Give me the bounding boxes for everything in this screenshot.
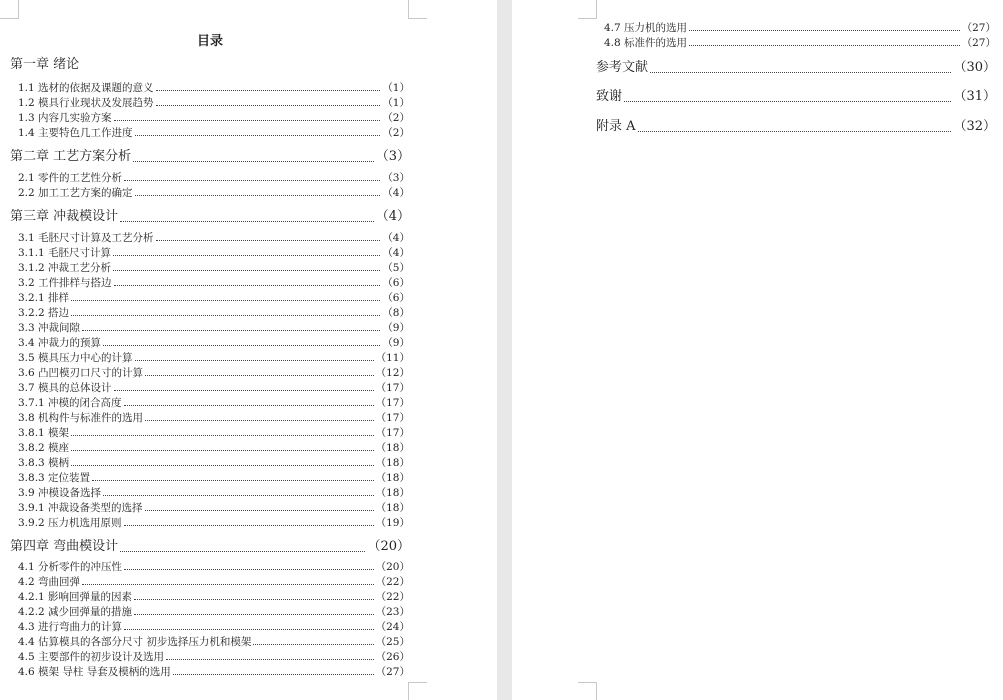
page-corner-mark: [578, 0, 597, 19]
toc-dot-leader: [134, 614, 374, 615]
toc-dot-leader: [124, 569, 374, 570]
toc-dot-leader: [124, 525, 374, 526]
toc-page-number: （4）: [382, 187, 410, 199]
toc-entry-label: 4.2 弯曲回弹: [18, 576, 81, 588]
toc-dot-leader: [133, 161, 374, 162]
toc-page-number: （6）: [382, 277, 410, 289]
toc-entry-section[interactable]: [18, 127, 410, 139]
toc-entry-chapter[interactable]: [596, 90, 996, 105]
document-page-left: [0, 0, 497, 700]
toc-entry-label: 3.6 凸凹模刃口尺寸的计算: [18, 367, 144, 379]
toc-entry-chapter[interactable]: [10, 540, 410, 555]
toc-entry-label: 第一章 绪论: [10, 57, 80, 72]
toc-entry-chapter[interactable]: [10, 58, 410, 73]
toc-entry-section[interactable]: [18, 97, 410, 109]
toc-entry-label: 4.2.1 影响回弹量的因素: [18, 591, 133, 603]
toc-page-number: （18）: [375, 457, 410, 469]
page-corner-mark: [578, 682, 597, 700]
toc-entry-label: 2.2 加工工艺方案的确定: [18, 187, 133, 199]
toc-entry-section[interactable]: [18, 322, 410, 334]
toc-dot-leader: [124, 180, 380, 181]
toc-entry-section[interactable]: [18, 427, 410, 439]
toc-entry-label: 3.2.2 搭边: [18, 307, 70, 319]
toc-page-number: （30）: [953, 60, 996, 75]
toc-dot-leader: [135, 135, 381, 136]
toc-entry-section[interactable]: [18, 187, 410, 199]
toc-page-number: （4）: [382, 232, 410, 244]
toc-dot-leader: [624, 101, 951, 102]
toc-entry-label: 第二章 工艺方案分析: [10, 149, 132, 164]
toc-entry-label: 2.1 零件的工艺性分析: [18, 172, 123, 184]
toc-page-number: （3）: [382, 172, 410, 184]
toc-page-number: （2）: [382, 112, 410, 124]
toc-dot-leader: [71, 315, 380, 316]
toc-entry-label: 4.5 主要部件的初步设计及选用: [18, 651, 165, 663]
toc-entry-label: 4.2.2 减少回弹量的措施: [18, 606, 133, 618]
toc-page-number: （1）: [382, 97, 410, 109]
toc-entry-label: 3.8.2 模座: [18, 442, 70, 454]
toc-entry-label: 3.9 冲模设备选择: [18, 487, 102, 499]
toc-entry-section[interactable]: [18, 352, 410, 364]
toc-entry-section[interactable]: [18, 172, 410, 184]
toc-entry-label: 3.1.1 毛胚尺寸计算: [18, 247, 112, 259]
toc-page-number: （17）: [375, 427, 410, 439]
toc-dot-leader: [113, 255, 380, 256]
toc-entry-label: 4.4 估算模具的各部分尺寸 初步选择压力机和模架: [18, 636, 252, 648]
toc-entry-section[interactable]: [18, 666, 410, 678]
toc-entry-label: 1.4 主要特色几工作进度: [18, 127, 133, 139]
toc-page-number: （4）: [375, 209, 410, 224]
toc-dot-leader: [71, 435, 374, 436]
toc-entry-section[interactable]: [18, 382, 410, 394]
toc-page-number: （19）: [375, 517, 410, 529]
toc-dot-leader: [638, 131, 952, 132]
toc-dot-leader: [166, 659, 374, 660]
toc-entry-label: 4.8 标准件的选用: [604, 37, 688, 49]
toc-entry-label: 3.7 模具的总体设计: [18, 382, 112, 394]
page-corner-mark: [408, 682, 427, 700]
toc-dot-leader: [689, 45, 960, 46]
toc-dot-leader: [71, 465, 374, 466]
toc-page-number: （27）: [375, 666, 410, 678]
toc-page-number: （26）: [375, 651, 410, 663]
toc-dot-leader: [113, 270, 380, 271]
page-corner-mark: [408, 0, 427, 19]
toc-page-number: （1）: [382, 82, 410, 94]
toc-page-number: （18）: [375, 502, 410, 514]
toc-entry-label: 4.3 进行弯曲力的计算: [18, 621, 123, 633]
toc-entry-label: 3.8.3 定位装置: [18, 472, 91, 484]
toc-dot-leader: [173, 674, 374, 675]
toc-page-number: （18）: [375, 442, 410, 454]
toc-dot-leader: [82, 584, 374, 585]
toc-dot-leader: [135, 360, 374, 361]
toc-entry-label: 4.6 模架 导柱 导套及模柄的选用: [18, 666, 171, 678]
toc-entry-section[interactable]: [18, 517, 410, 529]
toc-page-number: （20）: [367, 539, 410, 554]
toc-entry-label: 1.2 模具行业现状及发展趋势: [18, 97, 154, 109]
toc-entry-label: 3.4 冲裁力的预算: [18, 337, 102, 349]
toc-entry-section[interactable]: [18, 247, 410, 259]
toc-entry-section[interactable]: [604, 37, 996, 49]
toc-dot-leader: [145, 375, 374, 376]
toc-entry-section[interactable]: [18, 591, 410, 603]
toc-dot-leader: [114, 120, 381, 121]
toc-page-number: （25）: [375, 636, 410, 648]
toc-entry-section[interactable]: [18, 636, 410, 648]
toc-page-number: （11）: [375, 352, 410, 364]
toc-dot-leader: [650, 72, 951, 73]
toc-entry-section[interactable]: [18, 621, 410, 633]
toc-entry-section[interactable]: [18, 576, 410, 588]
toc-dot-leader: [71, 300, 380, 301]
toc-entry-label: 3.8 机构件与标准件的选用: [18, 412, 144, 424]
toc-page-number: （17）: [375, 382, 410, 394]
toc-dot-leader: [253, 644, 373, 645]
toc-page-number: （20）: [375, 561, 410, 573]
toc-dot-leader: [135, 195, 381, 196]
toc-dot-leader: [120, 221, 374, 222]
toc-entry-section[interactable]: [18, 412, 410, 424]
toc-page-number: （31）: [953, 89, 996, 104]
toc-dot-leader: [82, 330, 380, 331]
toc-dot-leader: [114, 390, 374, 391]
toc-title: 目录: [196, 34, 223, 49]
toc-dot-leader: [134, 599, 374, 600]
toc-entry-label: 第三章 冲裁模设计: [10, 209, 119, 224]
toc-entry-label: 3.9.1 冲裁设备类型的选择: [18, 502, 143, 514]
toc-page-number: （23）: [375, 606, 410, 618]
toc-dot-leader: [103, 345, 380, 346]
toc-page-number: （17）: [375, 412, 410, 424]
toc-page-number: （18）: [375, 472, 410, 484]
toc-entry-label: 致谢: [596, 89, 623, 104]
toc-entry-section[interactable]: [18, 232, 410, 244]
toc-page-number: （22）: [375, 576, 410, 588]
toc-entry-chapter[interactable]: [596, 61, 996, 76]
toc-page-number: （9）: [382, 337, 410, 349]
toc-dot-leader: [156, 240, 381, 241]
toc-dot-leader: [156, 90, 381, 91]
toc-entry-section[interactable]: [18, 262, 410, 274]
toc-entry-label: 1.3 内容几实验方案: [18, 112, 112, 124]
toc-entry-section[interactable]: [18, 337, 410, 349]
toc-dot-leader: [124, 629, 374, 630]
toc-page-number: （32）: [953, 119, 996, 134]
toc-dot-leader: [71, 450, 374, 451]
toc-entry-label: 3.2 工件排样与搭边: [18, 277, 112, 289]
toc-entry-section[interactable]: [18, 367, 410, 379]
toc-entry-section[interactable]: [18, 82, 410, 94]
toc-dot-leader: [156, 105, 381, 106]
toc-entry-label: 4.1 分析零件的冲压性: [18, 561, 123, 573]
toc-page-number: （18）: [375, 487, 410, 499]
toc-page-number: （9）: [382, 322, 410, 334]
toc-dot-leader: [92, 480, 374, 481]
toc-entry-section[interactable]: [18, 292, 410, 304]
toc-entry-label: 3.2.1 排样: [18, 292, 70, 304]
toc-entry-label: 第四章 弯曲模设计: [10, 539, 119, 554]
toc-page-number: （22）: [375, 591, 410, 603]
page-gutter: [497, 0, 512, 700]
page-corner-mark: [0, 0, 19, 19]
toc-entry-section[interactable]: [18, 442, 410, 454]
toc-page-number: （27）: [961, 37, 996, 49]
toc-entry-label: 3.7.1 冲模的闭合高度: [18, 397, 122, 409]
toc-entry-section[interactable]: [18, 397, 410, 409]
toc-page-number: （17）: [375, 397, 410, 409]
toc-page-number: （27）: [961, 22, 996, 34]
toc-dot-leader: [103, 495, 374, 496]
toc-page-number: （2）: [382, 127, 410, 139]
toc-entry-section[interactable]: [604, 22, 996, 34]
toc-page-number: （8）: [382, 307, 410, 319]
toc-page-number: （12）: [375, 367, 410, 379]
toc-page-number: （5）: [382, 262, 410, 274]
toc-dot-leader: [120, 551, 365, 552]
toc-entry-chapter[interactable]: [596, 120, 996, 135]
toc-entry-section[interactable]: [18, 472, 410, 484]
toc-page-number: （4）: [382, 247, 410, 259]
toc-entry-label: 3.1 毛胚尺寸计算及工艺分析: [18, 232, 154, 244]
toc-dot-leader: [145, 510, 374, 511]
toc-entry-section[interactable]: [18, 277, 410, 289]
toc-dot-leader: [689, 30, 960, 31]
toc-entry-section[interactable]: [18, 112, 410, 124]
toc-dot-leader: [124, 405, 374, 406]
toc-entry-section[interactable]: [18, 606, 410, 618]
toc-page-number: （24）: [375, 621, 410, 633]
toc-entry-label: 4.7 压力机的选用: [604, 22, 688, 34]
toc-entry-chapter[interactable]: [10, 150, 410, 165]
toc-entry-section[interactable]: [18, 457, 410, 469]
toc-entry-label: 3.3 冲裁间隙: [18, 322, 81, 334]
toc-entry-label: 3.5 模具压力中心的计算: [18, 352, 133, 364]
document-page-right: [512, 0, 1003, 700]
toc-entry-label: 1.1 选材的依据及课题的意义: [18, 82, 154, 94]
toc-entry-section[interactable]: [18, 487, 410, 499]
toc-dot-leader: [114, 285, 381, 286]
toc-entry-section[interactable]: [18, 561, 410, 573]
toc-dot-leader: [145, 420, 374, 421]
toc-page-number: （3）: [375, 149, 410, 164]
toc-entry-label: 参考文献: [596, 60, 649, 75]
toc-entry-label: 3.9.2 压力机选用原则: [18, 517, 122, 529]
toc-page-number: （6）: [382, 292, 410, 304]
toc-entry-chapter[interactable]: [10, 210, 410, 225]
toc-entry-section[interactable]: [18, 651, 410, 663]
toc-entry-section[interactable]: [18, 307, 410, 319]
toc-entry-section[interactable]: [18, 502, 410, 514]
toc-entry-label: 3.8.3 模柄: [18, 457, 70, 469]
toc-entry-label: 附录 A: [596, 119, 636, 134]
toc-entry-label: 3.1.2 冲裁工艺分析: [18, 262, 112, 274]
toc-entry-label: 3.8.1 模架: [18, 427, 70, 439]
